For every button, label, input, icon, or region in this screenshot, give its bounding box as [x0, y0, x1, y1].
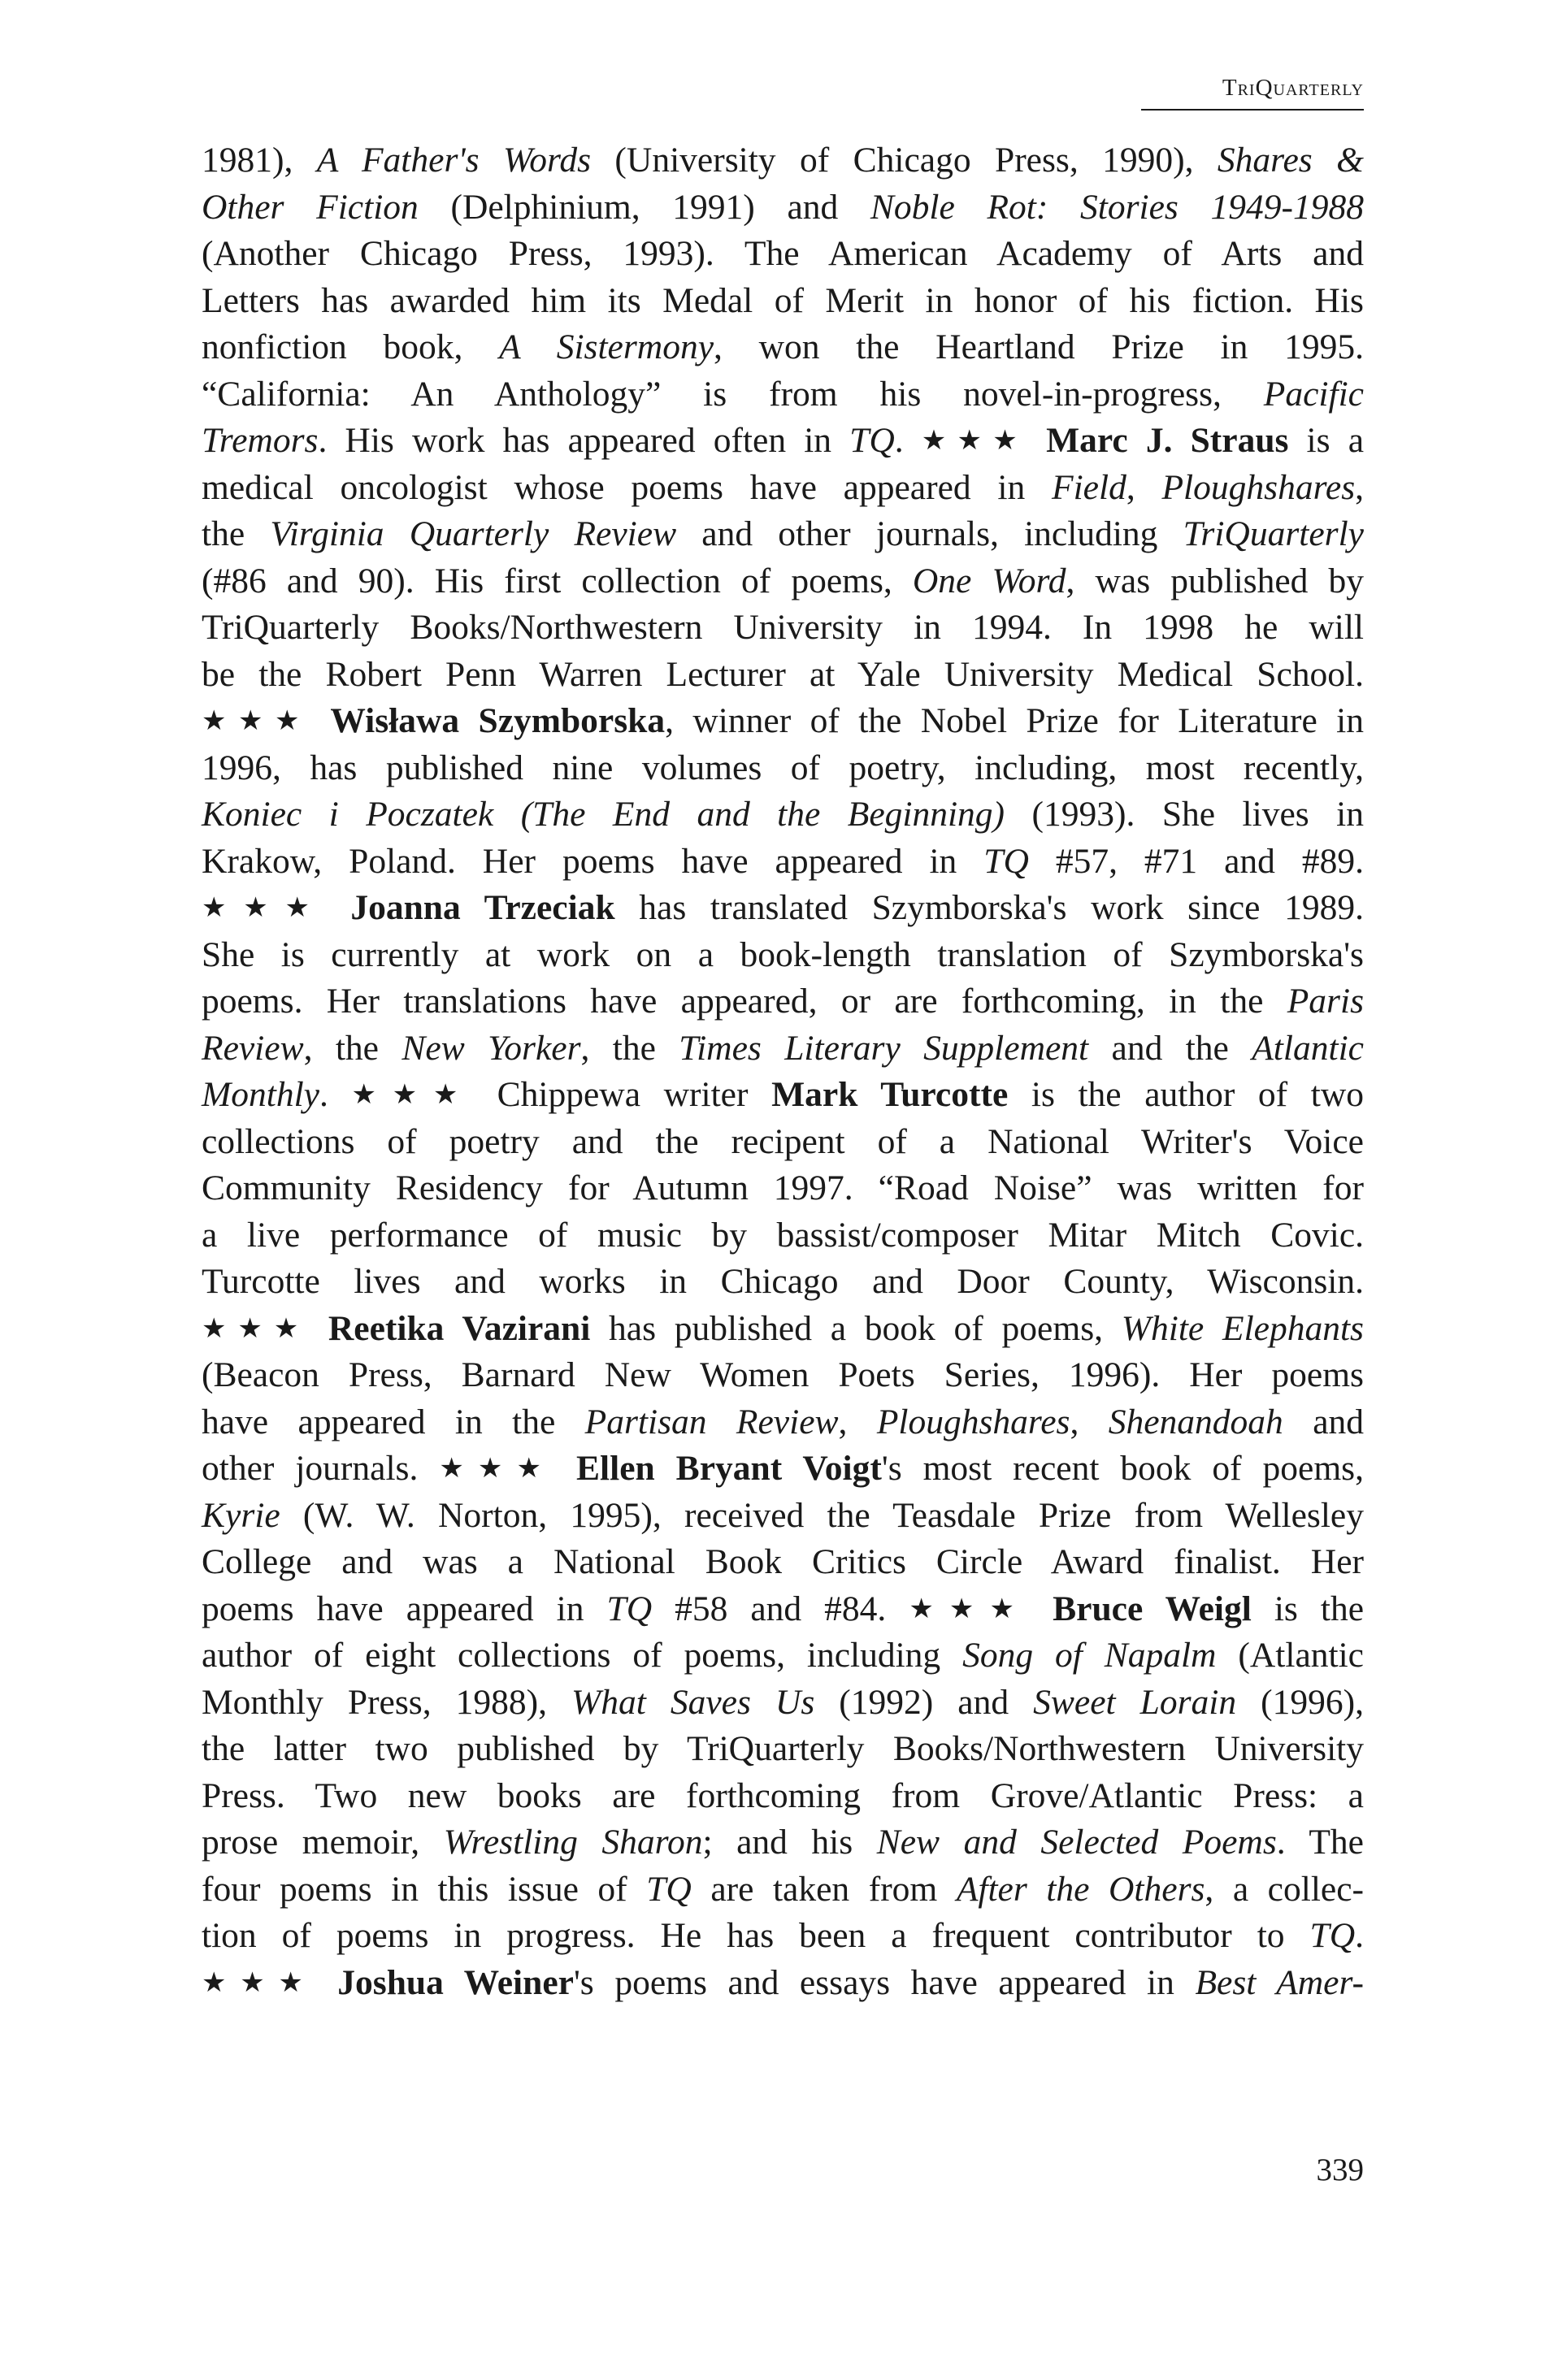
text-line: (Beacon Press, Barnard New Women Poets Series, 1996). Her poems	[202, 1355, 1364, 1394]
text-line: 1996, has published nine volumes of poetry, including, most recently,	[202, 748, 1364, 787]
text-line: collections of poetry and the recipent of a National Writer's Voice	[202, 1121, 1364, 1161]
text-line: Koniec i Poczatek (The End and the Beginning) (1993). She lives in	[202, 795, 1364, 834]
text-line: ★★★ Joshua Weiner's poems and essays have appeared in Best Amer-	[202, 1962, 1364, 2002]
text-line: (Another Chicago Press, 1993). The American Academy of Arts and	[202, 234, 1364, 273]
text-line: four poems in this issue of TQ are taken from After the Others, a collec-	[202, 1869, 1365, 1909]
text-line: ★★★ Reetika Vazirani has published a book of poems, White Elephants	[202, 1308, 1364, 1348]
text-line: other journals. ★★★ Ellen Bryant Voigt's most recent book of poems,	[202, 1449, 1364, 1488]
text-line: Letters has awarded him its Medal of Merit in honor of his fiction. His	[202, 280, 1364, 320]
text-line: Press. Two new books are forthcoming from Grove/Atlantic Press: a	[202, 1775, 1364, 1815]
text-line: the latter two published by TriQuarterly Books/Northwestern University	[202, 1729, 1364, 1768]
text-line: Kyrie (W. W. Norton, 1995), received the Teasdale Prize from Wellesley	[202, 1495, 1364, 1535]
text-line: She is currently at work on a book-length translation of Szymborska's	[202, 934, 1364, 974]
text-line: poems have appeared in TQ #58 and #84. ★★★ Bruce Weigl is the	[202, 1589, 1365, 1628]
text-line: Monthly. ★★★ Chippewa writer Mark Turcotte is the author of two	[202, 1075, 1365, 1114]
text-line: 1981), A Father's Words (University of Chicago Press, 1990), Shares &	[202, 141, 1364, 180]
text-line: Tremors. His work has appeared often in TQ. ★★★ Marc J. Straus is a	[202, 421, 1364, 460]
text-line: tion of poems in progress. He has been a frequent contributor to TQ.	[202, 1916, 1364, 1955]
text-line: Other Fiction (Delphinium, 1991) and Noble Rot: Stories 1949-1988	[202, 187, 1365, 227]
header-rule	[1141, 109, 1364, 111]
text-line: College and was a National Book Critics Circle Award finalist. Her	[202, 1542, 1364, 1581]
text-line: medical oncologist whose poems have appeared in Field, Ploughshares,	[202, 467, 1364, 507]
text-line: “California: An Anthology” is from his novel-in-progress, Pacific	[202, 374, 1364, 414]
text-line: nonfiction book, A Sistermony, won the Heartland Prize in 1995.	[202, 327, 1364, 366]
text-line: the Virginia Quarterly Review and other journals, including TriQuarterly	[202, 514, 1364, 553]
text-line: Turcotte lives and works in Chicago and Door County, Wisconsin.	[202, 1262, 1364, 1301]
text-line: ★★★ Wisława Szymborska, winner of the Nobel Prize for Literature in	[202, 701, 1365, 740]
text-line: TriQuarterly Books/Northwestern University in 1994. In 1998 he will	[202, 608, 1364, 647]
text-line: be the Robert Penn Warren Lecturer at Yale University Medical School.	[202, 654, 1364, 694]
text-line: prose memoir, Wrestling Sharon; and his New and Selected Poems. The	[202, 1823, 1364, 1862]
text-line: a live performance of music by bassist/composer Mitar Mitch Covic.	[202, 1215, 1364, 1255]
running-head: TriQuarterly	[1222, 75, 1364, 101]
text-line: Krakow, Poland. Her poems have appeared in TQ #57, #71 and #89.	[202, 841, 1365, 881]
text-line: have appeared in the Partisan Review, Ploughshares, Shenandoah and	[202, 1402, 1365, 1441]
text-line: author of eight collections of poems, including Song of Napalm (Atlantic	[202, 1636, 1364, 1675]
text-line: (#86 and 90). His first collection of poems, One Word, was published by	[202, 561, 1365, 600]
text-line: ★★★ Joanna Trzeciak has translated Szymborska's work since 1989.	[202, 888, 1364, 927]
text-line: Community Residency for Autumn 1997. “Road Noise” was written for	[202, 1168, 1364, 1207]
contributors-notes-text	[202, 137, 1364, 2006]
page-number: 339	[1316, 2152, 1364, 2187]
text-line: poems. Her translations have appeared, or are forthcoming, in the Paris	[202, 982, 1364, 1021]
text-line: Monthly Press, 1988), What Saves Us (1992) and Sweet Lorain (1996),	[202, 1682, 1364, 1722]
text-line: Review, the New Yorker, the Times Literary Supplement and the Atlantic	[202, 1028, 1364, 1068]
